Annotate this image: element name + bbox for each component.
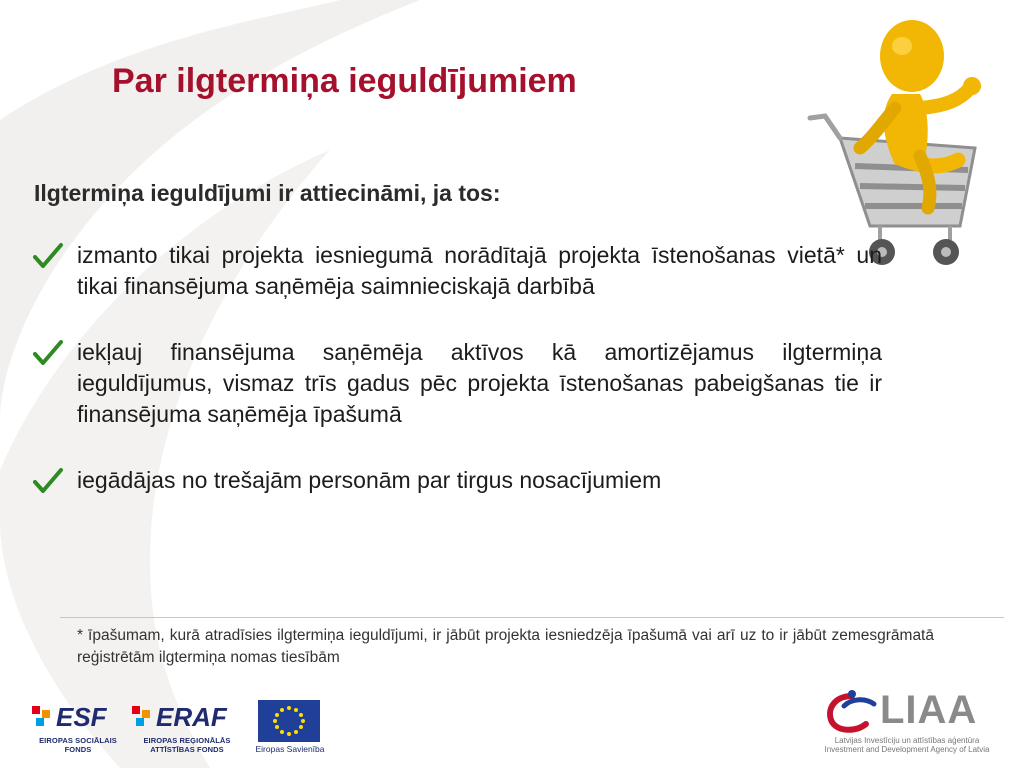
eraf-title: ERAF	[156, 702, 227, 732]
liaa-title: LIAA	[880, 688, 978, 732]
eraf-subtitle: ATTĪSTĪBAS FONDS	[150, 745, 224, 754]
esf-mark-icon	[32, 706, 54, 728]
footnote-divider	[60, 617, 1004, 618]
bullet-text: iegādājas no trešajām personām par tirgus nosacījumiem	[77, 467, 662, 493]
eu-logo	[254, 700, 326, 758]
check-icon	[32, 242, 64, 270]
esf-title: ESF	[56, 702, 107, 732]
bullet-text: izmanto tikai projekta iesniegumā norādītajā projekta īstenošanas vietā* un tikai finansējuma saņēmēja saimnieciskajā darbībā	[77, 242, 882, 299]
check-icon	[32, 467, 64, 495]
slide-title: Par ilgtermiņa ieguldījumiem	[112, 62, 577, 100]
esf-subtitle: FONDS	[64, 745, 92, 754]
liaa-subtitle-line: Investment and Development Agency of Latvia	[824, 745, 990, 754]
liaa-subtitle	[818, 736, 996, 754]
shopping-cart-mascot	[800, 8, 1020, 278]
bullet-list	[30, 240, 882, 531]
bullet-item	[30, 465, 882, 496]
liaa-subtitle-line: Latvijas Investīciju un attīstības aģentūra	[834, 736, 980, 745]
eu-caption: Eiropas Savienība	[255, 744, 325, 754]
bullet-text: iekļauj finansējuma saņēmēja aktīvos kā amortizējamus ilgtermiņa ieguldījumus, vismaz trīs gadus pēc projekta īstenošanas pabeigšanas tie ir finansējuma saņēmēja īpašumā	[77, 339, 882, 427]
footnote: * īpašumam, kurā atradīsies ilgtermiņa ieguldījumi, ir jābūt projekta iesniedzēja īpašumā vai arī uz to ir jābūt zemesgrāmatā reģistrētām ilgtermiņa nomas tiesībām	[77, 627, 934, 666]
liaa-logo	[818, 688, 996, 760]
intro-text: Ilgtermiņa ieguldījumi ir attiecināmi, ja tos:	[34, 180, 501, 206]
liaa-mark-icon	[822, 688, 878, 734]
eu-flag-icon	[258, 700, 320, 742]
esf-logo	[30, 700, 126, 758]
bullet-item	[30, 240, 882, 302]
check-icon	[32, 339, 64, 367]
eraf-mark-icon	[132, 706, 154, 728]
esf-subtitle: EIROPAS SOCIĀLAIS	[39, 736, 117, 745]
eraf-logo	[132, 700, 242, 758]
eraf-subtitle: EIROPAS REĢIONĀLĀS	[143, 736, 231, 745]
bullet-item	[30, 337, 882, 430]
